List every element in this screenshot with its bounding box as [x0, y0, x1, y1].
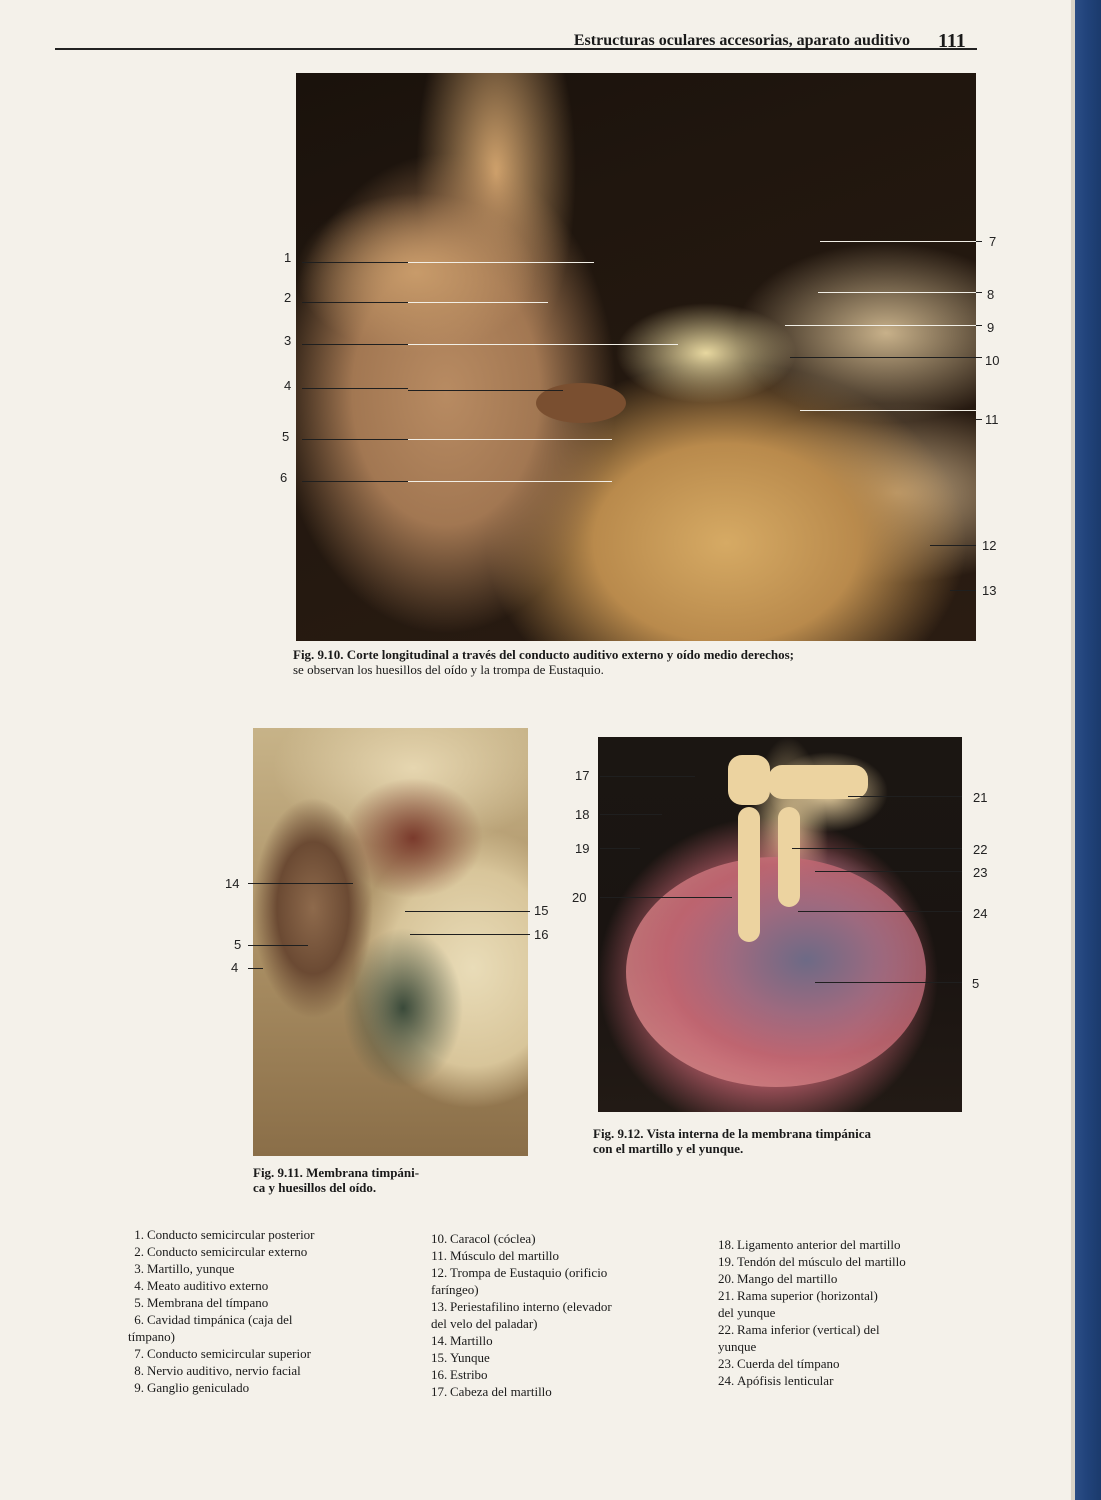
- legend-item: 7. Conducto semicircular superior: [134, 1346, 311, 1361]
- legend-item: 18. Ligamento anterior del martillo: [718, 1237, 901, 1252]
- figure-9-12-caption: [593, 1126, 973, 1156]
- figure-9-11-caption: [253, 1165, 513, 1195]
- leader-line-17: [600, 776, 695, 777]
- legend-item: 9. Ganglio geniculado: [134, 1380, 250, 1395]
- leader-line-5-inner: [408, 439, 612, 440]
- leader-line-8-inner: [818, 292, 976, 293]
- legend-item: 22. Rama inferior (vertical) del: [718, 1322, 880, 1337]
- figure-9-10-caption-title: Fig. 9.10. Corte longitudinal a través del conducto auditivo externo y oído medio derechos;: [293, 647, 794, 662]
- label-22: 22: [973, 842, 988, 857]
- legend-item: 1. Conducto semicircular posterior: [134, 1227, 315, 1242]
- incus-body-region: [768, 765, 868, 799]
- leader-line-8: [976, 292, 982, 293]
- leader-line-7: [976, 241, 982, 242]
- label-11: 11: [985, 412, 999, 427]
- label-12: 12: [982, 538, 997, 553]
- label-8: 8: [987, 287, 995, 302]
- legend-item-continuation: del velo del paladar): [431, 1316, 538, 1331]
- legend-column-1: [128, 1226, 418, 1396]
- legend-item-continuation: yunque: [718, 1339, 757, 1354]
- legend-item: 19. Tendón del músculo del martillo: [718, 1254, 906, 1269]
- legend-item: 14. Martillo: [431, 1333, 493, 1348]
- legend-column-3: [718, 1236, 978, 1389]
- leader-line-5c: [815, 982, 962, 983]
- figure-9-11-caption-line1: Fig. 9.11. Membrana timpáni-: [253, 1165, 420, 1180]
- label-5b: 5: [234, 937, 242, 952]
- leader-line-4: [302, 388, 408, 389]
- malleus-head-region: [728, 755, 770, 805]
- label-4: 4: [284, 378, 292, 393]
- figure-9-11-photo: [253, 728, 528, 1156]
- leader-line-14: [248, 883, 353, 884]
- leader-line-10: [790, 357, 982, 358]
- legend-item: 13. Periestafilino interno (elevador: [431, 1299, 612, 1314]
- legend-item: 6. Cavidad timpánica (caja del: [134, 1312, 293, 1327]
- label-18: 18: [575, 807, 590, 822]
- label-21: 21: [973, 790, 988, 805]
- figure-9-11-caption-line2: ca y huesillos del oído.: [253, 1180, 377, 1195]
- page-number: 111: [938, 30, 966, 52]
- label-3: 3: [284, 333, 292, 348]
- legend-item: 10. Caracol (cóclea): [431, 1231, 536, 1246]
- book-cover-edge: [1075, 0, 1101, 1500]
- leader-line-11: [976, 419, 982, 420]
- leader-line-23: [815, 871, 962, 872]
- label-23: 23: [973, 865, 988, 880]
- legend-column-2: [431, 1230, 711, 1400]
- leader-line-2: [302, 302, 408, 303]
- legend-item: 16. Estribo: [431, 1367, 488, 1382]
- legend-item: 2. Conducto semicircular externo: [134, 1244, 308, 1259]
- leader-line-6-inner: [408, 481, 612, 482]
- legend-item: 24. Apófisis lenticular: [718, 1373, 834, 1388]
- legend-item: 3. Martillo, yunque: [134, 1261, 235, 1276]
- label-9: 9: [987, 320, 995, 335]
- running-header-title: Estructuras oculares accesorias, aparato auditivo: [573, 32, 910, 49]
- label-10: 10: [985, 353, 1000, 368]
- leader-line-1-inner: [408, 262, 594, 263]
- leader-line-7-inner: [820, 241, 976, 242]
- header-rule: [55, 48, 977, 50]
- leader-line-13: [950, 590, 976, 591]
- label-5c: 5: [972, 976, 980, 991]
- incus-long-process-region: [778, 807, 800, 907]
- leader-line-20: [600, 897, 732, 898]
- leader-line-3: [302, 344, 408, 345]
- legend-item: 8. Nervio auditivo, nervio facial: [134, 1363, 301, 1378]
- label-20: 20: [572, 890, 587, 905]
- figure-9-12-caption-line1: Fig. 9.12. Vista interna de la membrana timpánica: [593, 1126, 872, 1141]
- leader-line-22: [792, 848, 962, 849]
- label-1: 1: [284, 250, 292, 265]
- legend-item: 12. Trompa de Eustaquio (orificio: [431, 1265, 608, 1280]
- leader-line-12: [930, 545, 976, 546]
- leader-line-21: [848, 796, 962, 797]
- ear-canal-region: [536, 383, 626, 423]
- leader-line-9: [976, 325, 982, 326]
- label-15: 15: [534, 903, 549, 918]
- leader-line-6: [302, 481, 408, 482]
- leader-line-9-inner: [785, 325, 976, 326]
- leader-line-11-inner: [800, 410, 976, 411]
- leader-line-2-inner: [408, 302, 548, 303]
- tympanic-membrane-region: [626, 857, 926, 1087]
- label-5: 5: [282, 429, 290, 444]
- leader-line-4-inner: [408, 390, 563, 391]
- leader-line-5: [302, 439, 408, 440]
- leader-line-16: [410, 934, 530, 935]
- legend-item-continuation: tímpano): [128, 1329, 175, 1344]
- legend-item: 15. Yunque: [431, 1350, 490, 1365]
- figure-9-10-caption: [293, 647, 973, 677]
- leader-line-18: [600, 814, 662, 815]
- leader-line-24: [798, 911, 962, 912]
- legend-item-continuation: del yunque: [718, 1305, 776, 1320]
- label-7: 7: [989, 234, 997, 249]
- label-17: 17: [575, 768, 590, 783]
- leader-line-1: [302, 262, 408, 263]
- legend-item: 5. Membrana del tímpano: [134, 1295, 269, 1310]
- label-14: 14: [225, 876, 240, 891]
- figure-9-10-caption-text: se observan los huesillos del oído y la trompa de Eustaquio.: [293, 662, 604, 677]
- figure-9-12-photo: [598, 737, 962, 1112]
- legend-item: 23. Cuerda del tímpano: [718, 1356, 840, 1371]
- figure-9-12-caption-line2: con el martillo y el yunque.: [593, 1141, 744, 1156]
- label-16: 16: [534, 927, 549, 942]
- label-13: 13: [982, 583, 997, 598]
- label-24: 24: [973, 906, 988, 921]
- leader-line-19: [600, 848, 640, 849]
- leader-line-4b: [248, 968, 263, 969]
- legend-item-continuation: faríngeo): [431, 1282, 479, 1297]
- legend-item: 21. Rama superior (horizontal): [718, 1288, 878, 1303]
- label-2: 2: [284, 290, 292, 305]
- legend-item: 4. Meato auditivo externo: [134, 1278, 269, 1293]
- label-4b: 4: [231, 960, 239, 975]
- legend-item: 20. Mango del martillo: [718, 1271, 838, 1286]
- label-19: 19: [575, 841, 590, 856]
- legend-item: 17. Cabeza del martillo: [431, 1384, 552, 1399]
- legend-item: 11. Músculo del martillo: [431, 1248, 560, 1263]
- leader-line-5b: [248, 945, 308, 946]
- leader-line-3-inner: [408, 344, 678, 345]
- leader-line-15: [405, 911, 530, 912]
- malleus-handle-region: [738, 807, 760, 942]
- label-6: 6: [280, 470, 288, 485]
